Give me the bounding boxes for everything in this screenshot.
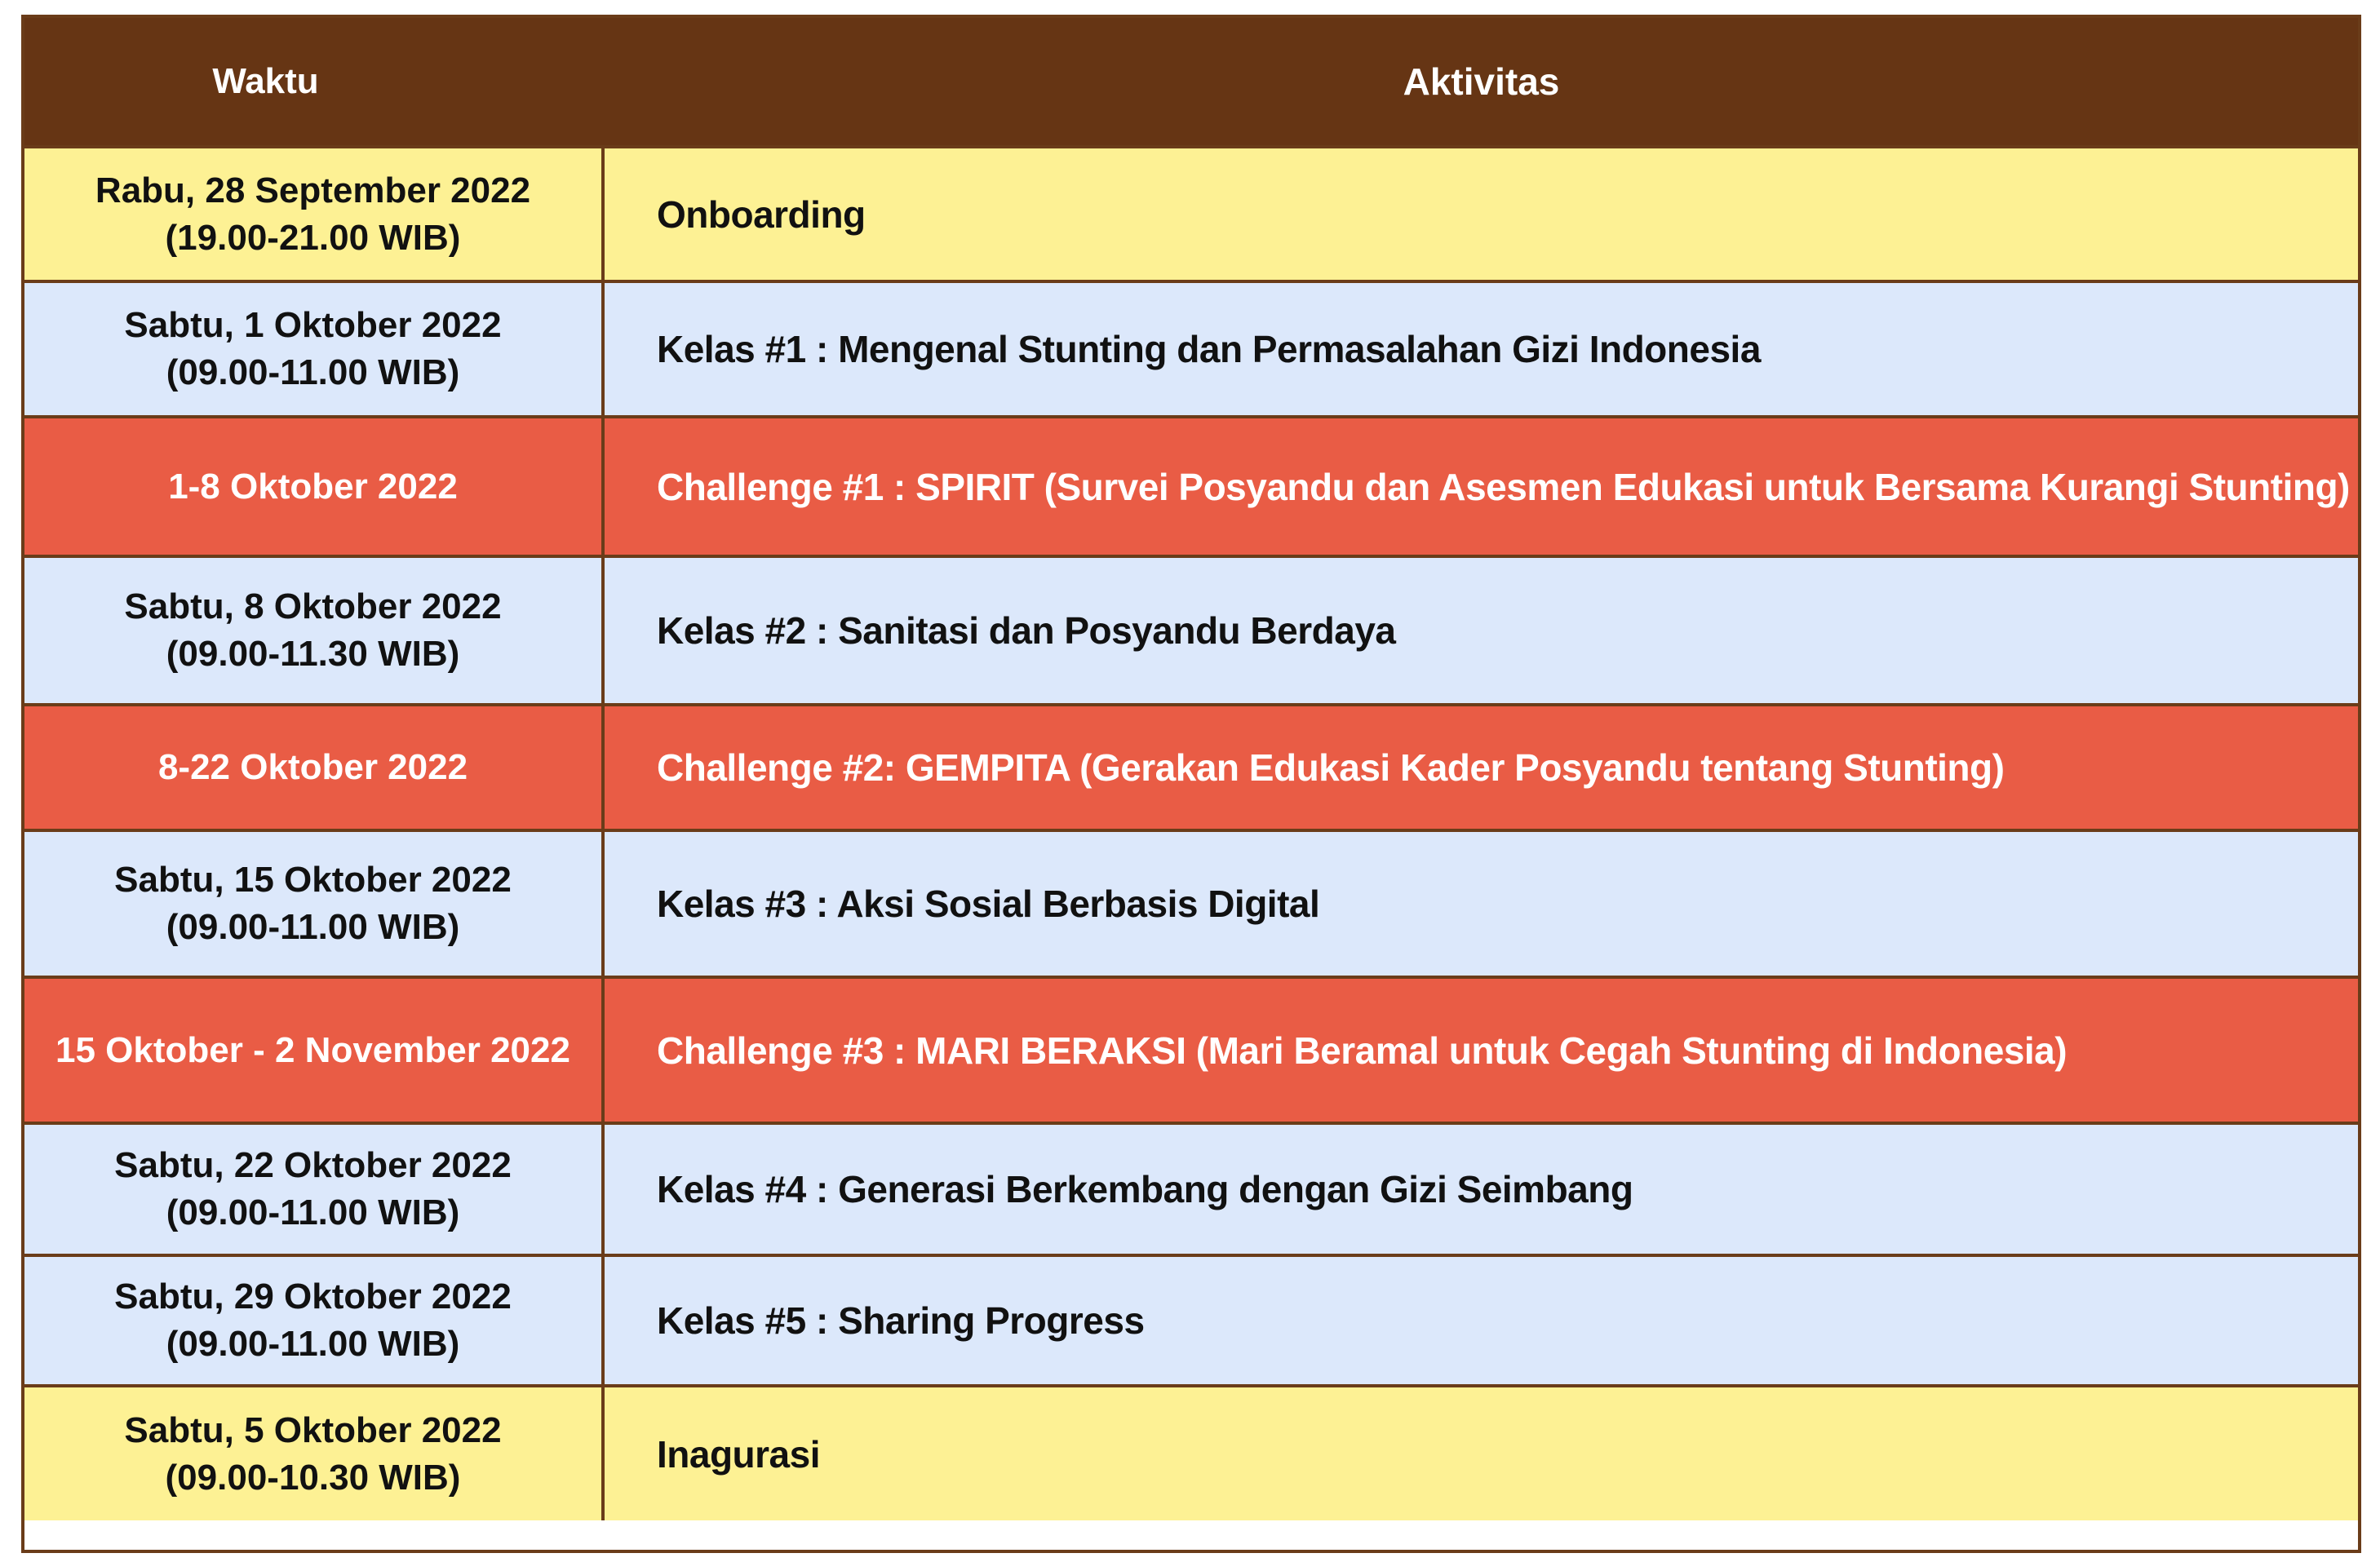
row-8-date: Sabtu, 22 Oktober 2022 [114, 1145, 512, 1185]
row-9-hours: (09.00-11.00 WIB) [166, 1324, 460, 1364]
row-8-hours: (09.00-11.00 WIB) [166, 1193, 460, 1232]
header-waktu: Waktu [24, 18, 605, 148]
row-10-activity: Inagurasi [605, 1387, 2358, 1520]
row-1-hours: (19.00-21.00 WIB) [165, 217, 461, 258]
row-5-activity: Challenge #2: GEMPITA (Gerakan Edukasi Kader Posyandu tentang Stunting) [605, 706, 2358, 832]
row-2-time [24, 283, 605, 418]
row-8-activity: Kelas #4 : Generasi Berkembang dengan Gizi Seimbang [605, 1125, 2358, 1257]
row-10-time [24, 1387, 605, 1520]
row-9-time [24, 1257, 605, 1387]
row-4-activity: Kelas #2 : Sanitasi dan Posyandu Berdaya [605, 558, 2358, 706]
row-6-hours: (09.00-11.00 WIB) [166, 907, 460, 947]
row-2-date: Sabtu, 1 Oktober 2022 [124, 305, 502, 345]
header-aktivitas: Aktivitas [605, 18, 2358, 148]
row-6-time [24, 832, 605, 979]
row-3-date: 1-8 Oktober 2022 [168, 466, 458, 507]
row-1-date: Rabu, 28 September 2022 [95, 170, 531, 210]
row-3-activity: Challenge #1 : SPIRIT (Survei Posyandu dan Asesmen Edukasi untuk Bersama Kurangi Stunting) [605, 418, 2358, 558]
schedule-table [21, 15, 2361, 1553]
row-7-date: 15 Oktober - 2 November 2022 [55, 1029, 570, 1070]
row-6-date: Sabtu, 15 Oktober 2022 [114, 860, 512, 900]
row-8-time [24, 1125, 605, 1257]
row-3-time [24, 418, 605, 558]
row-4-time [24, 558, 605, 706]
row-2-hours: (09.00-11.00 WIB) [166, 352, 460, 392]
row-2-activity: Kelas #1 : Mengenal Stunting dan Permasalahan Gizi Indonesia [605, 283, 2358, 418]
row-5-time [24, 706, 605, 832]
row-1-activity: Onboarding [605, 148, 2358, 283]
row-10-hours: (09.00-10.30 WIB) [165, 1457, 461, 1498]
row-7-time [24, 979, 605, 1125]
row-9-activity: Kelas #5 : Sharing Progress [605, 1257, 2358, 1387]
row-5-date: 8-22 Oktober 2022 [157, 747, 468, 787]
row-10-date: Sabtu, 5 Oktober 2022 [124, 1409, 502, 1450]
row-1-time [24, 148, 605, 283]
row-4-date: Sabtu, 8 Oktober 2022 [124, 586, 502, 626]
row-6-activity: Kelas #3 : Aksi Sosial Berbasis Digital [605, 832, 2358, 979]
row-4-hours: (09.00-11.30 WIB) [166, 634, 460, 674]
row-9-date: Sabtu, 29 Oktober 2022 [114, 1277, 512, 1316]
row-7-activity: Challenge #3 : MARI BERAKSI (Mari Beramal untuk Cegah Stunting di Indonesia) [605, 979, 2358, 1125]
